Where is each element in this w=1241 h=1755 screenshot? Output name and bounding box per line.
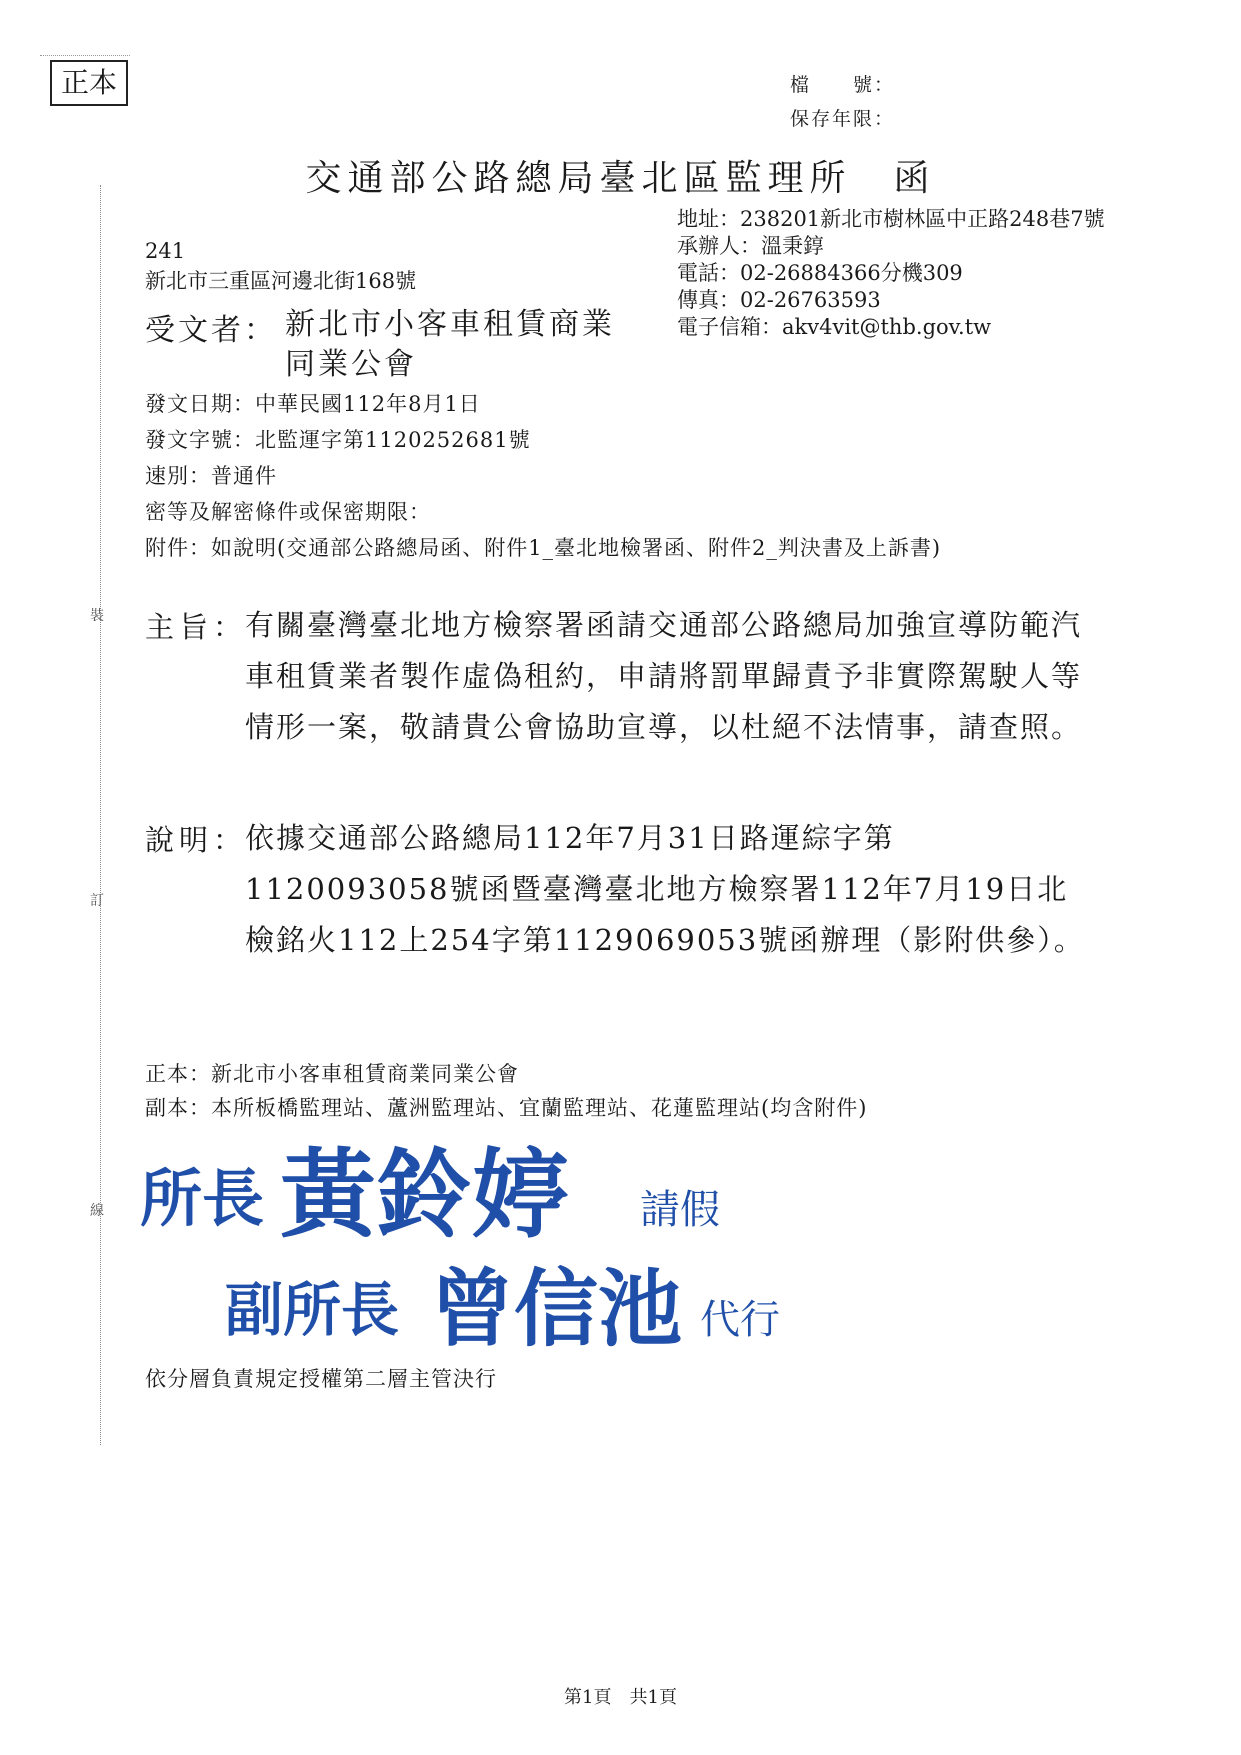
stamp-director-title: 所長: [140, 1162, 265, 1235]
contact-officer: 承辦人：溫秉錞: [677, 234, 824, 258]
dispatch-number: 發文字號：北監運字第1120252681號: [145, 428, 531, 452]
copy-recipients: 副本：本所板橋監理站、蘆洲監理站、宜蘭監理站、花蓮監理站(均含附件): [145, 1096, 868, 1120]
contact-address: 地址：238201新北市樹林區中正路248巷7號: [677, 207, 1105, 231]
contact-fax: 傳真：02-26763593: [677, 288, 881, 312]
attachments: 附件：如說明(交通部公路總局函、附件1_臺北地檢署函、附件2_判決書及上訴書): [145, 536, 942, 560]
file-number-label: 檔 號：: [790, 74, 896, 96]
retention-label: 保存年限：: [790, 108, 896, 130]
top-edge-mark: [40, 55, 130, 57]
stamp-deputy-title: 副所長: [225, 1276, 400, 1344]
binding-margin-line: [100, 185, 101, 1445]
margin-mark-staple: 訂: [90, 893, 104, 909]
subject-text: 有關臺灣臺北地方檢察署函請交通部公路總局加強宣導防範汽車租賃業者製作虛偽租約，申請將罰單歸責予非實際駕駛人等情形一案，敬請貴公會協助宣導，以杜絕不法情事，請查照。: [245, 608, 1083, 744]
recipient-postcode: 241: [145, 239, 186, 263]
original-recipient: 正本：新北市小客車租賃商業同業公會: [145, 1062, 519, 1086]
margin-mark-line: 線: [90, 1203, 104, 1219]
margin-mark-bind: 裝: [90, 608, 104, 624]
stamp-director-name: 黃鈴婷: [280, 1139, 568, 1251]
receiver-name: 新北市小客車租賃商業同業公會: [285, 307, 615, 382]
stamp-deputy-name: 曾信池: [430, 1260, 683, 1358]
contact-email: 電子信箱：akv4vit@thb.gov.tw: [677, 315, 992, 339]
document-title: 交通部公路總局臺北區監理所 函: [305, 158, 936, 199]
signature-stamp-svg: [130, 1128, 830, 1358]
authorization-note: 依分層負責規定授權第二層主管決行: [145, 1367, 497, 1391]
contact-info: [677, 206, 1105, 341]
page-number: 第1頁 共1頁: [564, 1687, 677, 1708]
signature-stamp: [130, 1128, 830, 1358]
distribution: [145, 1057, 867, 1125]
subject-label: 主旨：: [145, 610, 248, 644]
receiver-label: 受文者：: [145, 313, 277, 348]
dispatch-date: 發文日期：中華民國112年8月1日: [145, 392, 481, 416]
copy-label-box: 正本: [50, 60, 128, 106]
dispatch-fields: [145, 386, 941, 566]
classification: 密等及解密條件或保密期限：: [145, 500, 431, 524]
stamp-deputy-status: 代行: [700, 1297, 780, 1343]
urgency: 速別：普通件: [145, 464, 277, 488]
explain-label: 說明：: [145, 823, 248, 857]
explain-text: 依據交通部公路總局112年7月31日路運綜字第1120093058號函暨臺灣臺北地方檢察署112年7月19日北檢銘火112上254字第1129069053號函辦理（影附供參）。: [245, 821, 1085, 957]
contact-phone: 電話：02-26884366分機309: [677, 261, 963, 285]
stamp-director-status: 請假: [640, 1187, 720, 1233]
recipient-address: 新北市三重區河邊北街168號: [145, 269, 417, 293]
